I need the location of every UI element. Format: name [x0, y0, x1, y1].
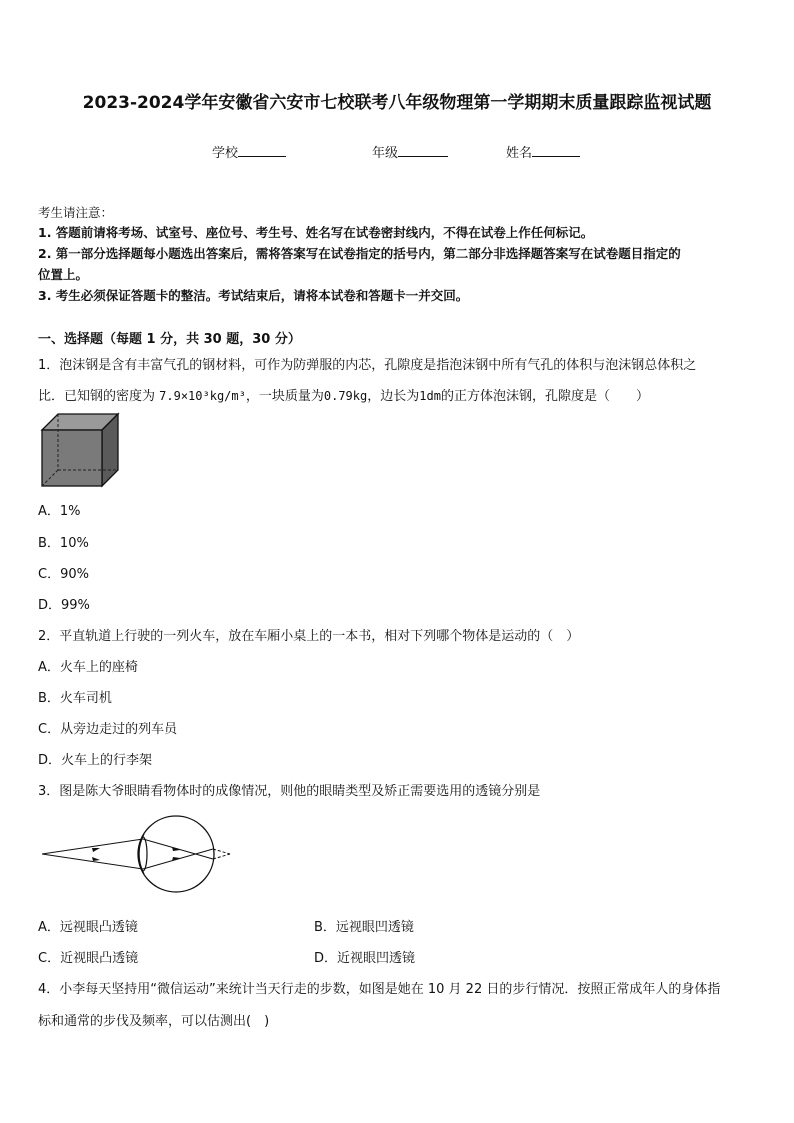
q1-stem-line2 — [38, 385, 649, 404]
q1-text: 的正方体泡沫钢，孔隙度是（ ） — [440, 389, 649, 404]
section-heading: 一、选择题（每题 1 分，共 30 题，30 分） — [38, 332, 301, 347]
q2-option-c[interactable]: C．从旁边走过的列车员 — [38, 722, 178, 737]
name-label: 姓名 — [506, 146, 533, 161]
exam-title: 2023-2024学年安徽省六安市七校联考八年级物理第一学期期末质量跟踪监视试题 — [82, 93, 712, 113]
grade-blank[interactable] — [398, 144, 448, 157]
cube-figure — [40, 412, 122, 488]
notice-heading: 考生请注意： — [38, 205, 114, 220]
q1-stem-line1: 1．泡沫钢是含有丰富气孔的钢材料，可作为防弹服的内芯，孔隙度是指泡沫钢中所有气孔的体积与泡沫钢总体积之 — [38, 358, 697, 373]
grade-field — [372, 142, 448, 161]
school-field — [212, 142, 286, 161]
q2-stem: 2．平直轨道上行驶的一列火车，放在车厢小桌上的一本书，相对下列哪个物体是运动的（ ） — [38, 629, 580, 644]
q1-text: 比．已知钢的密度为 — [38, 389, 156, 404]
q3-option-d[interactable]: D．近视眼凹透镜 — [314, 951, 416, 966]
q1-edge: 1dm — [419, 389, 441, 403]
q1-density: 7.9×10³kg/m³ — [159, 389, 246, 403]
q2-option-a[interactable]: A．火车上的座椅 — [38, 660, 138, 675]
eye-diagram — [40, 810, 240, 896]
q1-option-b[interactable]: B．10% — [38, 536, 89, 551]
q1-mass: 0.79kg — [323, 389, 368, 403]
q3-option-b[interactable]: B．远视眼凹透镜 — [314, 920, 414, 935]
q3-option-c[interactable]: C．近视眼凸透镜 — [38, 951, 139, 966]
q4-stem-line2: 标和通常的步伐及频率，可以估测出( ) — [38, 1014, 270, 1029]
notice-item: 位置上。 — [38, 267, 89, 282]
notice-item: 1. 答题前请将考场、试室号、座位号、考生号、姓名写在试卷密封线内，不得在试卷上作任何标记。 — [38, 225, 594, 240]
q1-option-a[interactable]: A．1% — [38, 504, 81, 519]
name-blank[interactable] — [532, 144, 580, 157]
q1-text: ，边长为 — [367, 389, 420, 404]
q3-option-a[interactable]: A．远视眼凸透镜 — [38, 920, 138, 935]
q1-option-d[interactable]: D．99% — [38, 598, 90, 613]
grade-label: 年级 — [372, 146, 399, 161]
school-blank[interactable] — [238, 144, 286, 157]
notice-item: 3. 考生必须保证答题卡的整洁。考试结束后，请将本试卷和答题卡一并交回。 — [38, 288, 469, 303]
student-info-row — [0, 142, 794, 160]
q1-option-c[interactable]: C．90% — [38, 567, 89, 582]
q4-stem-line1: 4．小李每天坚持用“微信运动”来统计当天行走的步数，如图是她在 10 月 22 日的步行情况．按照正常成年人的身体指 — [38, 982, 721, 997]
name-field — [506, 142, 580, 161]
school-label: 学校 — [212, 146, 239, 161]
q3-stem: 3．图是陈大爷眼睛看物体时的成像情况，则他的眼睛类型及矫正需要选用的透镜分别是 — [38, 784, 541, 799]
q1-text: ，一块质量为 — [245, 389, 324, 404]
q2-option-b[interactable]: B．火车司机 — [38, 691, 112, 706]
notice-item: 2. 第一部分选择题每小题选出答案后，需将答案写在试卷指定的括号内，第二部分非选择题答案写在试卷题目指定的 — [38, 246, 681, 261]
q2-option-d[interactable]: D．火车上的行李架 — [38, 753, 153, 768]
